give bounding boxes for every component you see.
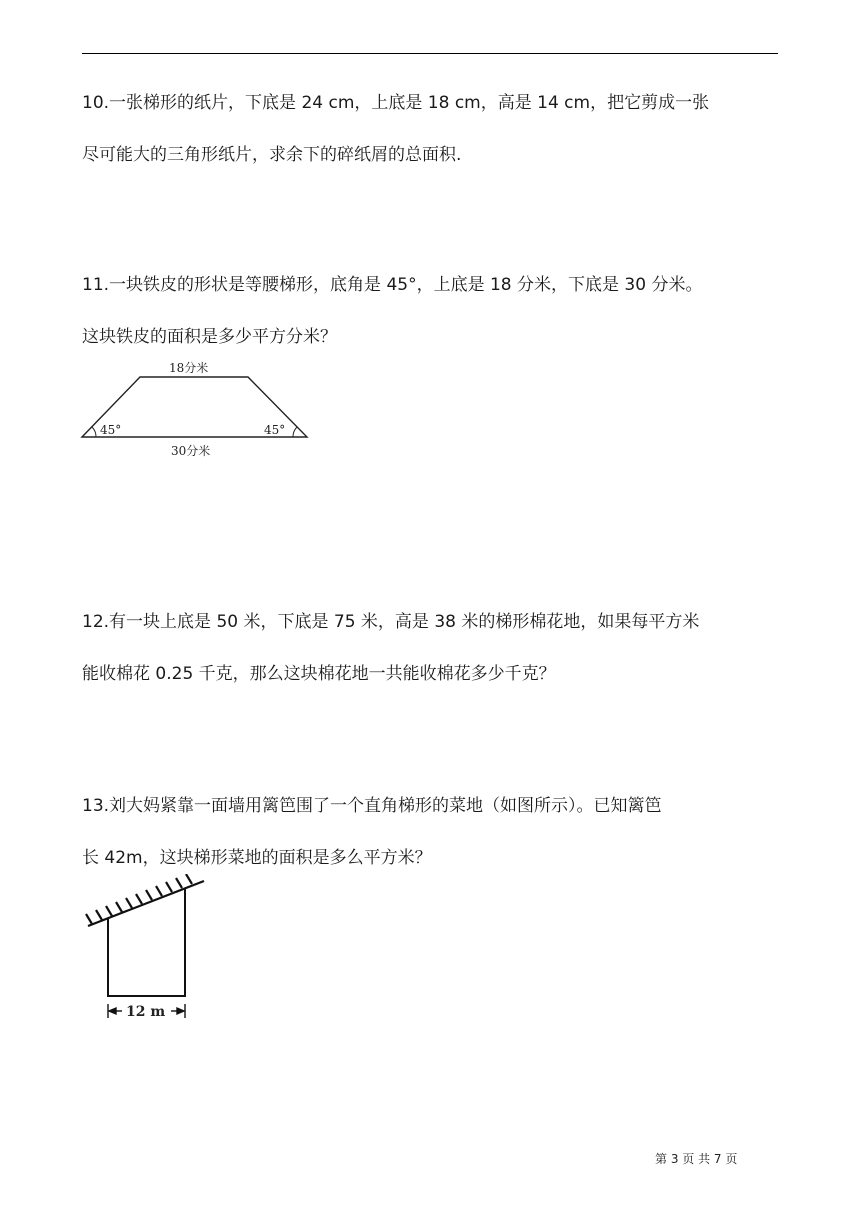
left-angle-arc (92, 427, 96, 437)
question-12-line-1: 12.有一块上底是 50 米，下底是 75 米，高是 38 米的梯形棉花地，如果每平方米 (82, 612, 700, 632)
page-footer: 第 3 页 共 7 页 (655, 1152, 738, 1166)
question-10-line-2: 尽可能大的三角形纸片，求余下的碎纸屑的总面积. (82, 145, 462, 165)
question-13 (82, 792, 802, 872)
question-13-line-2: 长 42m，这块梯形菜地的面积是多么平方米？ (82, 848, 432, 868)
header-rule (82, 53, 778, 54)
question-13-line-1: 13.刘大妈紧靠一面墙用篱笆围了一个直角梯形的菜地（如图所示）。已知篱笆 (82, 796, 662, 816)
trapezoid-figure (76, 354, 316, 462)
question-12 (82, 608, 802, 688)
bottom-base-label: 30分米 (171, 444, 211, 458)
question-11 (82, 271, 802, 351)
question-10 (82, 89, 802, 169)
right-angle-label: 45° (264, 423, 286, 437)
question-10-line-1: 10.一张梯形的纸片，下底是 24 cm，上底是 18 cm，高是 14 cm，把它剪成一张 (82, 93, 710, 113)
question-11-line-1: 11.一块铁皮的形状是等腰梯形，底角是 45°，上底是 18 分米，下底是 30 分米。 (82, 275, 703, 295)
question-12-line-2: 能收棉花 0.25 千克，那么这块棉花地一共能收棉花多少千克？ (82, 664, 556, 684)
wall-line (86, 874, 204, 926)
right-angle-arc (293, 427, 297, 437)
right-trapezoid-figure (82, 874, 212, 1024)
bottom-length-label: 12 m (126, 1004, 166, 1020)
question-11-line-2: 这块铁皮的面积是多少平方分米？ (82, 327, 337, 347)
top-base-label: 18分米 (169, 361, 209, 375)
left-angle-label: 45° (100, 423, 122, 437)
